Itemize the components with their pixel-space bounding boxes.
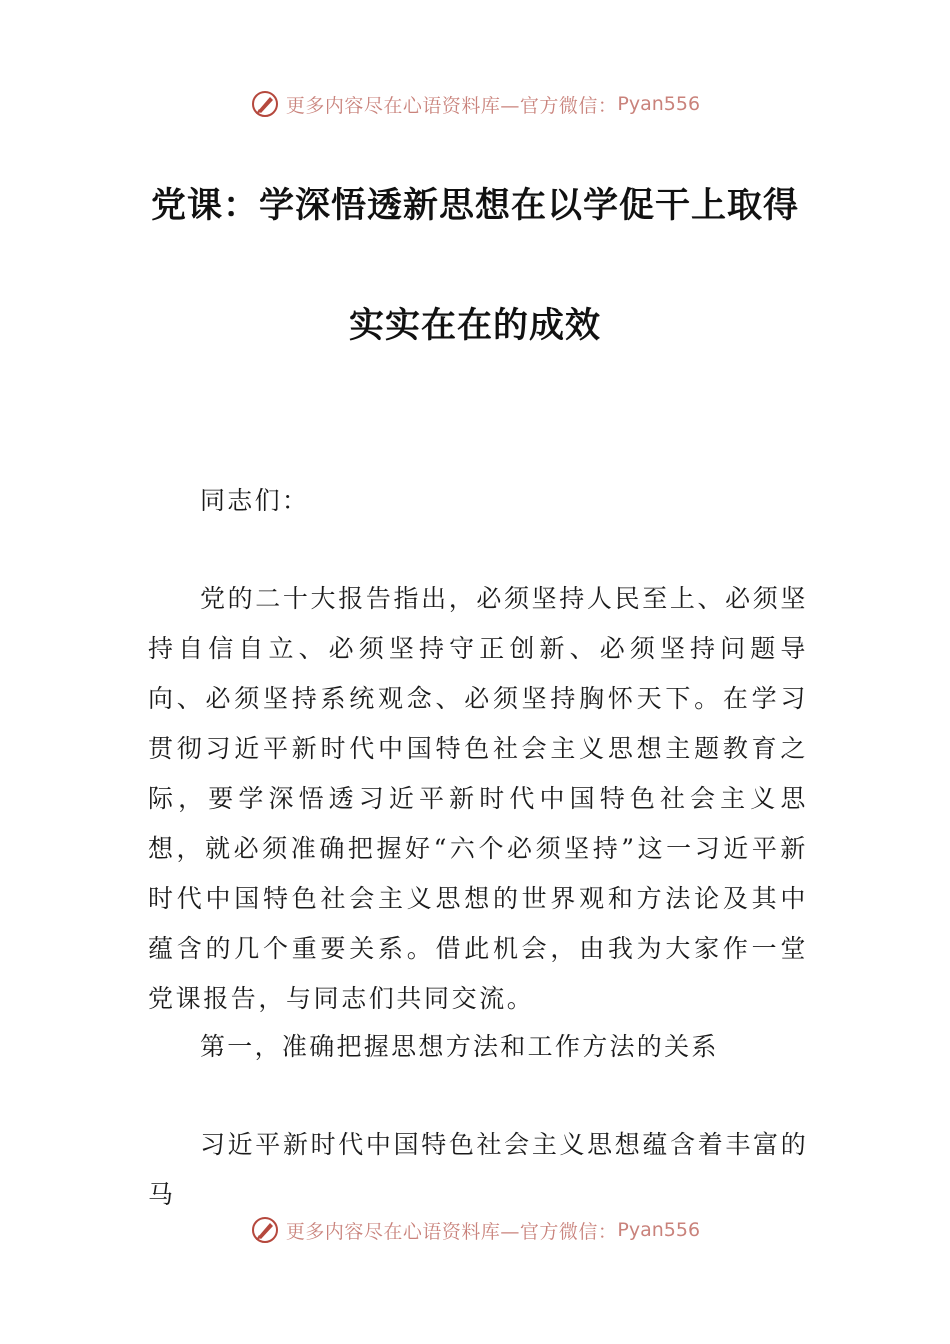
pen-nib-logo-icon [250, 1215, 280, 1245]
document-title-line-2: 实实在在的成效 [348, 305, 601, 346]
salutation: 同志们： [200, 486, 310, 515]
watermark-text: 更多内容尽在心语资料库—官方微信： [285, 94, 618, 117]
body-paragraph-1: 党的二十大报告指出，必须坚持人民至上、必须坚持自信自立、必须坚持守正创新、必须坚持问题导向、必须坚持系统观念、必须坚持胸怀天下。在学习贯彻习近平新时代中国特色社会主义思想主题教育之际，要学深悟透习近平新时代中国特色社会主义思想，就必须准确把握好“六个必须坚持”这一习近平新时代中国特色社会主义思想的世界观和方法论及其中蕴含的几个重要关系。借此机会，由我为大家作一堂党课报告，与同志们共同交流。 [148, 584, 808, 1013]
header-watermark [0, 84, 950, 124]
section-heading-1: 第一，准确把握思想方法和工作方法的关系 [200, 1032, 719, 1061]
watermark-wechat-id: Pyan556 [617, 93, 701, 115]
pen-nib-logo-icon [250, 89, 280, 119]
watermark-wechat-id: Pyan556 [617, 1219, 701, 1241]
footer-watermark [0, 1210, 950, 1250]
watermark-text: 更多内容尽在心语资料库—官方微信： [285, 1220, 618, 1243]
document-title-line-1: 党课：学深悟透新思想在以学促干上取得 [150, 185, 799, 226]
body-paragraph-2: 习近平新时代中国特色社会主义思想蕴含着丰富的马 [148, 1130, 808, 1209]
